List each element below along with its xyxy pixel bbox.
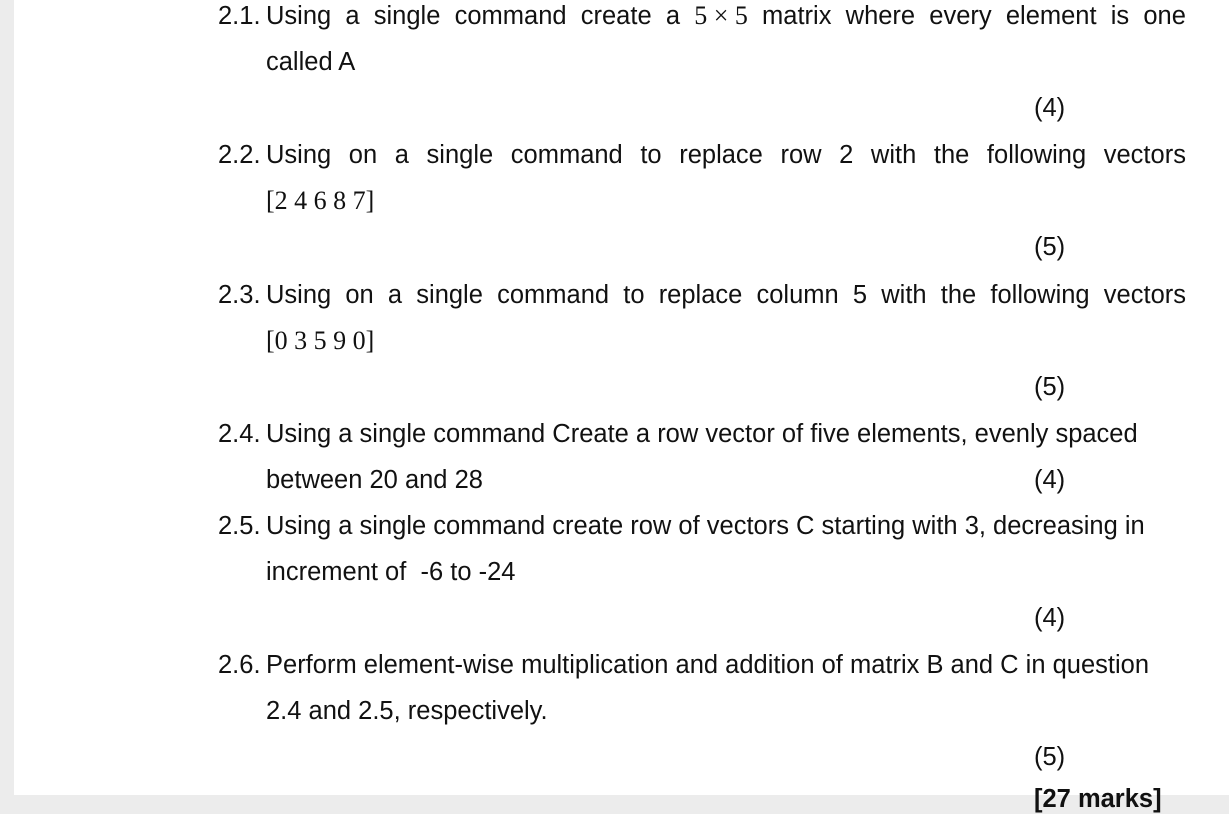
- word: one: [1143, 2, 1186, 30]
- marks-label: (4): [1034, 466, 1066, 494]
- word: single: [373, 2, 441, 30]
- marks-label: (5): [1034, 373, 1066, 401]
- word: row: [780, 141, 822, 169]
- question-text-line1: [266, 132, 1186, 178]
- question-number: 2.6.: [218, 651, 261, 679]
- word: with: [881, 281, 927, 309]
- word: matrix: [762, 2, 832, 30]
- word: on: [348, 141, 378, 169]
- marks-label: (4): [1034, 604, 1066, 632]
- marks-label: (4): [1034, 94, 1066, 122]
- word: to: [623, 281, 645, 309]
- question-text-line2: 2.4 and 2.5, respectively.: [266, 697, 548, 725]
- word: every: [929, 2, 992, 30]
- word: Using: [266, 141, 332, 169]
- vector-values: [0 3 5 9 0]: [266, 326, 375, 355]
- word: command: [510, 141, 623, 169]
- word: 5: [852, 281, 868, 309]
- question-number: 2.4.: [218, 420, 261, 448]
- marks-label: (5): [1034, 233, 1066, 261]
- question-number: 2.3.: [218, 281, 261, 309]
- word: the: [940, 281, 977, 309]
- word: to: [640, 141, 662, 169]
- word: a: [665, 2, 680, 30]
- vector-values: [2 4 6 8 7]: [266, 186, 375, 215]
- word: where: [845, 2, 916, 30]
- word: vectors: [1103, 141, 1186, 169]
- question-text-line1: Perform element-wise multiplication and addition of matrix B and C in question: [266, 651, 1150, 679]
- word: with: [870, 141, 917, 169]
- word: command: [497, 281, 610, 309]
- word: command: [454, 2, 567, 30]
- word: element: [1005, 2, 1097, 30]
- matrix-size: 5 × 5: [694, 1, 748, 30]
- word: a: [387, 281, 403, 309]
- question-text-line1: Using a single command create row of vectors C starting with 3, decreasing in: [266, 512, 1145, 540]
- word: Using: [266, 281, 332, 309]
- word: a: [394, 141, 409, 169]
- word: single: [426, 141, 494, 169]
- word: on: [345, 281, 374, 309]
- word: column: [756, 281, 839, 309]
- question-text-line2: between 20 and 28: [266, 466, 483, 494]
- total-marks-label: [27 marks]: [1034, 785, 1162, 813]
- word: following: [990, 281, 1090, 309]
- question-text-line1: Using a single command Create a row vector of five elements, evenly spaced: [266, 420, 1138, 448]
- word: create: [580, 2, 652, 30]
- word: replace: [658, 281, 743, 309]
- question-number: 2.5.: [218, 512, 261, 540]
- question-text-line2: called A: [266, 48, 356, 76]
- word: the: [933, 141, 970, 169]
- question-number: 2.1.: [218, 2, 261, 30]
- word: following: [986, 141, 1087, 169]
- question-number: 2.2.: [218, 141, 261, 169]
- word: is: [1110, 2, 1130, 30]
- word: single: [416, 281, 483, 309]
- question-text-line1: [266, 272, 1186, 318]
- question-text-line1: [266, 0, 1186, 39]
- word: replace: [679, 141, 763, 169]
- question-text-line2: increment of -6 to -24: [266, 558, 516, 586]
- word: 2: [839, 141, 854, 169]
- marks-label: (5): [1034, 743, 1066, 771]
- word: a: [345, 2, 360, 30]
- word: vectors: [1103, 281, 1186, 309]
- word: Using: [266, 2, 332, 30]
